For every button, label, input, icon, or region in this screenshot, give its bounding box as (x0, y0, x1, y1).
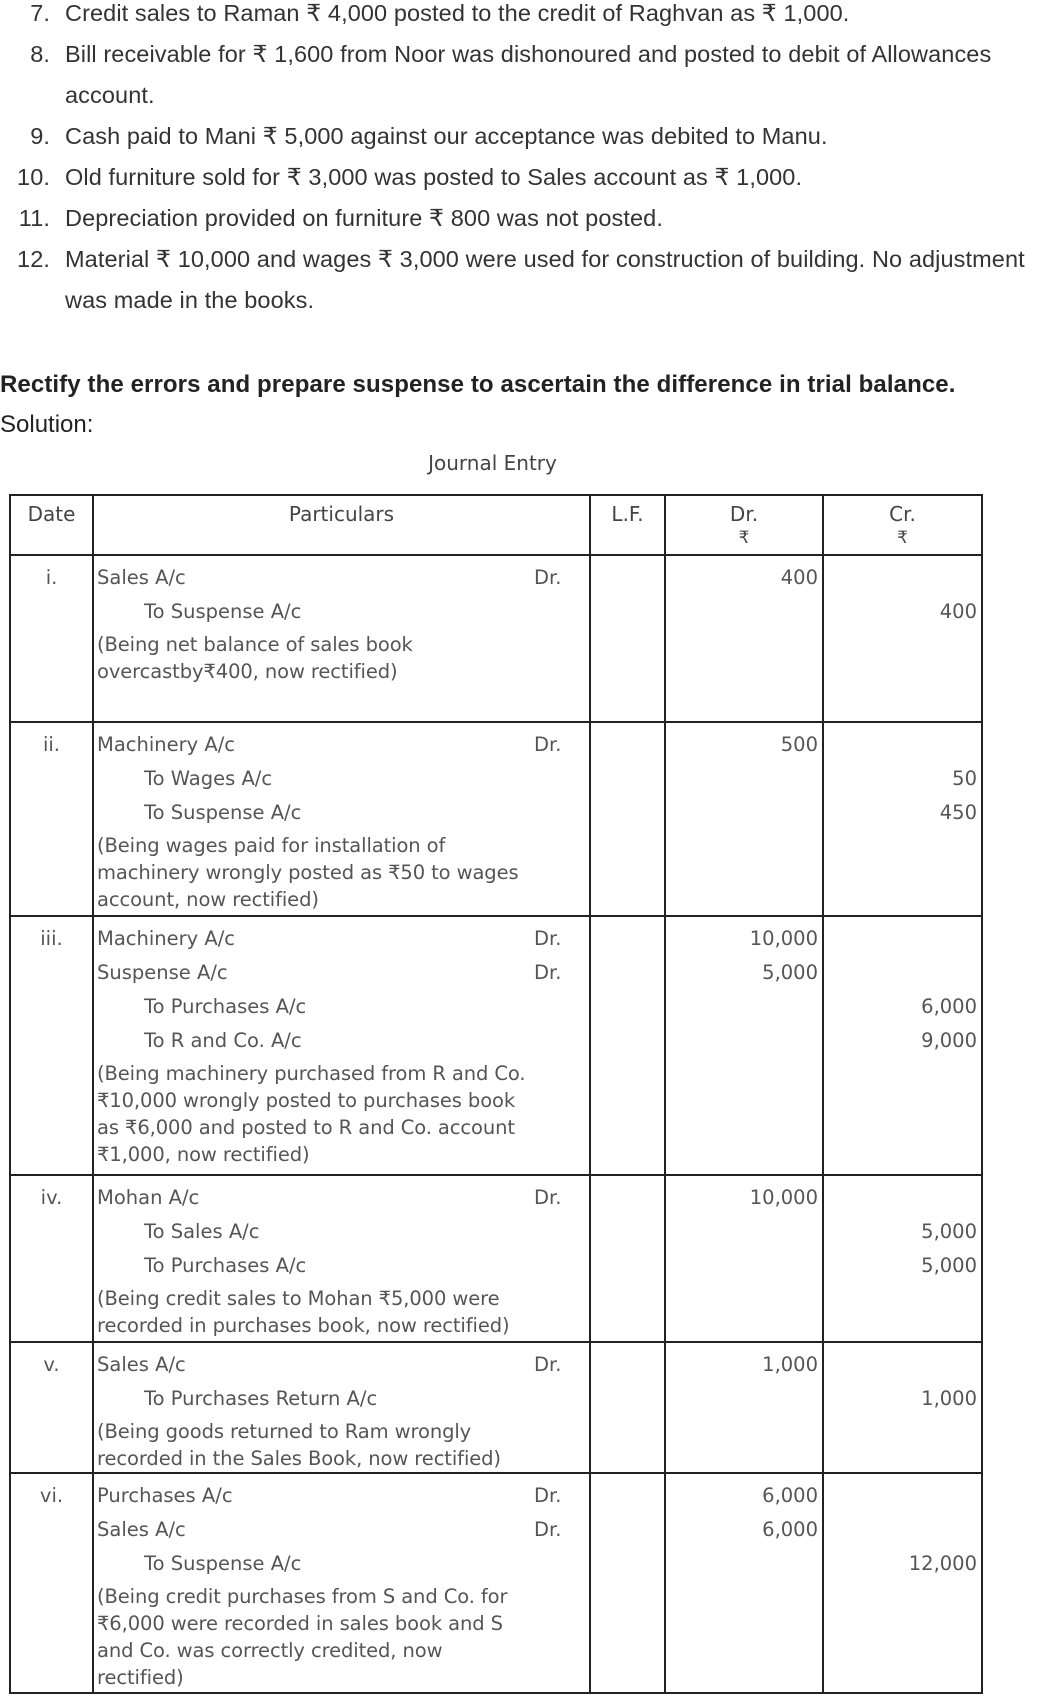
entry-narration: (Being wages paid for installation of machinery wrongly posted as ₹50 to wages account, now rectified) (97, 834, 519, 911)
entry-credit (823, 1473, 982, 1693)
particulars-line (97, 796, 589, 830)
particulars-line (97, 922, 589, 956)
entry-particulars (93, 1342, 590, 1473)
credit-amount: 5,000 (921, 1220, 977, 1243)
question-item (0, 0, 1050, 34)
account-name: To Suspense A/c (144, 600, 302, 623)
header-debit-label: Dr. (729, 502, 759, 526)
debit-marker: Dr. (534, 1353, 562, 1376)
question-number: 9. (30, 123, 50, 149)
solution-label: Solution: (0, 411, 94, 438)
particulars-line (97, 1249, 589, 1283)
entry-lf (590, 1342, 665, 1473)
particulars-line (97, 1024, 589, 1058)
question-text: Depreciation provided on furniture ₹ 800 was not posted. (65, 205, 663, 231)
entry-date: iv. (10, 1175, 93, 1342)
credit-amount: 450 (939, 801, 977, 824)
particulars-line (97, 1181, 589, 1215)
entry-credit (823, 555, 982, 722)
particulars-line (97, 1513, 589, 1547)
account-name: To Sales A/c (144, 1220, 260, 1243)
question-item (0, 157, 1050, 198)
debit-amount: 5,000 (762, 961, 818, 984)
header-particulars: Particulars (93, 495, 590, 555)
account-name: Suspense A/c (97, 961, 228, 984)
entry-debit (665, 1473, 823, 1693)
entry-particulars (93, 916, 590, 1175)
entry-date: v. (10, 1342, 93, 1473)
account-name: To R and Co. A/c (144, 1029, 302, 1052)
instruction-heading: Rectify the errors and prepare suspense to ascertain the difference in trial balance. (0, 371, 956, 398)
question-text: Old furniture sold for ₹ 3,000 was posted to Sales account as ₹ 1,000. (65, 164, 803, 190)
header-lf: L.F. (590, 495, 665, 555)
account-name: Machinery A/c (97, 927, 236, 950)
entry-credit (823, 722, 982, 916)
debit-marker: Dr. (534, 1518, 562, 1541)
journal-entry-row (10, 555, 982, 722)
header-date: Date (10, 495, 93, 555)
header-credit (823, 495, 982, 555)
credit-amount: 9,000 (921, 1029, 977, 1052)
entry-debit (665, 555, 823, 722)
question-number: 10. (17, 164, 50, 190)
entry-lf (590, 1473, 665, 1693)
entry-debit (665, 722, 823, 916)
debit-marker: Dr. (534, 961, 562, 984)
credit-amount: 6,000 (921, 995, 977, 1018)
entry-lf (590, 916, 665, 1175)
journal-entry-row (10, 916, 982, 1175)
debit-marker: Dr. (534, 927, 562, 950)
particulars-line (97, 1348, 589, 1382)
table-header-row (10, 495, 982, 555)
entry-date: vi. (10, 1473, 93, 1693)
particulars-line (97, 990, 589, 1024)
particulars-line (97, 956, 589, 990)
account-name: Purchases A/c (97, 1484, 233, 1507)
entry-debit (665, 1175, 823, 1342)
account-name: Sales A/c (97, 566, 186, 589)
credit-amount: 1,000 (921, 1387, 977, 1410)
table-title: Journal Entry (428, 451, 557, 475)
particulars-line (97, 728, 589, 762)
question-text: Cash paid to Mani ₹ 5,000 against our acceptance was debited to Manu. (65, 123, 828, 149)
entry-particulars (93, 1473, 590, 1693)
header-credit-label: Cr. (889, 502, 916, 526)
debit-marker: Dr. (534, 733, 562, 756)
entry-debit (665, 1342, 823, 1473)
entry-narration: (Being goods returned to Ram wrongly recorded in the Sales Book, now rectified) (97, 1420, 501, 1470)
account-name: Sales A/c (97, 1353, 186, 1376)
debit-amount: 400 (780, 566, 818, 589)
entry-credit (823, 1342, 982, 1473)
debit-marker: Dr. (534, 566, 562, 589)
account-name: Sales A/c (97, 1518, 186, 1541)
account-name: To Suspense A/c (144, 801, 302, 824)
header-debit-currency: ₹ (738, 528, 750, 548)
question-item (0, 198, 1050, 239)
journal-entry-row (10, 722, 982, 916)
particulars-line (97, 1382, 589, 1416)
entry-credit (823, 916, 982, 1175)
journal-body (10, 555, 982, 1693)
debit-amount: 500 (780, 733, 818, 756)
journal-entry-row (10, 1342, 982, 1473)
question-number: 8. (30, 41, 50, 67)
particulars-line (97, 595, 589, 629)
entry-particulars (93, 555, 590, 722)
debit-amount: 10,000 (749, 1186, 818, 1209)
question-number: 11. (18, 205, 50, 231)
question-number: 7. (30, 0, 50, 26)
question-item (0, 34, 1050, 116)
credit-amount: 5,000 (921, 1254, 977, 1277)
entry-lf (590, 555, 665, 722)
credit-amount: 50 (952, 767, 977, 790)
question-list (0, 0, 1050, 321)
entry-particulars (93, 1175, 590, 1342)
debit-amount: 6,000 (762, 1518, 818, 1541)
entry-narration: (Being net balance of sales book overcastby₹400, now rectified) (97, 633, 413, 683)
account-name: Machinery A/c (97, 733, 236, 756)
entry-lf (590, 1175, 665, 1342)
account-name: To Wages A/c (144, 767, 273, 790)
debit-amount: 1,000 (762, 1353, 818, 1376)
particulars-line (97, 1547, 589, 1581)
entry-narration: (Being credit sales to Mohan ₹5,000 were recorded in purchases book, now rectified) (97, 1287, 510, 1337)
entry-date: ii. (10, 722, 93, 916)
particulars-line (97, 561, 589, 595)
journal-entry-table (9, 494, 983, 1694)
debit-marker: Dr. (534, 1484, 562, 1507)
account-name: To Purchases A/c (144, 1254, 307, 1277)
entry-narration: (Being machinery purchased from R and Co. ₹10,000 wrongly posted to purchases book as ₹6,000 and posted to R and Co. account ₹1,000, now rectified) (97, 1062, 526, 1166)
particulars-line (97, 762, 589, 796)
entry-particulars (93, 722, 590, 916)
entry-credit (823, 1175, 982, 1342)
header-debit (665, 495, 823, 555)
account-name: To Purchases Return A/c (144, 1387, 378, 1410)
question-text: Bill receivable for ₹ 1,600 from Noor was dishonoured and posted to debit of Allowances account. (65, 41, 992, 108)
account-name: To Purchases A/c (144, 995, 307, 1018)
question-item (0, 116, 1050, 157)
journal-entry-row (10, 1175, 982, 1342)
entry-lf (590, 722, 665, 916)
particulars-line (97, 1215, 589, 1249)
particulars-line (97, 1479, 589, 1513)
journal-entry-row (10, 1473, 982, 1693)
debit-amount: 6,000 (762, 1484, 818, 1507)
entry-debit (665, 916, 823, 1175)
question-text: Material ₹ 10,000 and wages ₹ 3,000 were used for construction of building. No adjustment was made in the books. (65, 246, 1025, 313)
question-item (0, 239, 1050, 321)
debit-amount: 10,000 (749, 927, 818, 950)
account-name: To Suspense A/c (144, 1552, 302, 1575)
entry-date: i. (10, 555, 93, 722)
question-number: 12. (17, 246, 50, 272)
entry-date: iii. (10, 916, 93, 1175)
account-name: Mohan A/c (97, 1186, 200, 1209)
question-text: Credit sales to Raman ₹ 4,000 posted to the credit of Raghvan as ₹ 1,000. (65, 0, 850, 26)
debit-marker: Dr. (534, 1186, 562, 1209)
entry-narration: (Being credit purchases from S and Co. for ₹6,000 were recorded in sales book and S and Co. was correctly credited, now rectified) (97, 1585, 508, 1689)
header-credit-currency: ₹ (897, 528, 908, 548)
credit-amount: 400 (939, 600, 977, 623)
credit-amount: 12,000 (908, 1552, 977, 1575)
